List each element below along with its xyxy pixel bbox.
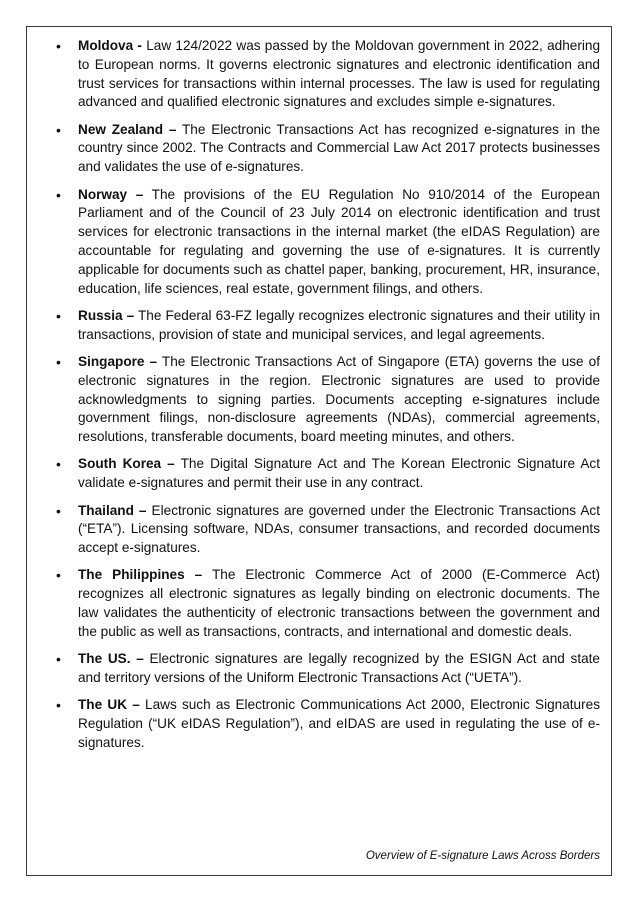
- country-name: Norway –: [78, 186, 144, 202]
- document-body: [52, 37, 600, 761]
- list-item-new-zealand: [52, 121, 600, 177]
- law-description: Electronic signatures are governed under the Electronic Transactions Act (“ETA”). Licensing software, NDAs, consumer transactions, and recorded documents accept e-signatures.: [78, 502, 600, 556]
- bullet-icon: •: [56, 186, 61, 203]
- law-description: Laws such as Electronic Communications Act 2000, Electronic Signatures Regulation (“UK eIDAS Regulation”), and eIDAS are used in regulating the use of e-signatures.: [78, 697, 600, 750]
- law-description: The Electronic Commerce Act of 2000 (E-Commerce Act) recognizes all electronic signatures as legally binding on electronic documents. The law validates the authenticity of electronic transactions between the government and the public as well as transactions, contracts, and international and domestic deals.: [78, 567, 600, 639]
- list-item-thailand: [52, 502, 600, 558]
- country-name: Singapore –: [78, 353, 158, 369]
- country-name: The Philippines –: [78, 567, 203, 583]
- bullet-icon: •: [56, 651, 61, 668]
- list-item-us: [52, 650, 600, 688]
- list-item-philippines: [52, 566, 600, 641]
- country-name: The US. –: [78, 651, 144, 667]
- bullet-icon: •: [56, 567, 61, 584]
- law-description: Law 124/2022 was passed by the Moldovan government in 2022, adhering to European norms. It governs electronic signatures and electronic identification and trust services for transactions within internal processes. The law is used for regulating advanced and qualified electronic signatures and excludes simple e-signatures.: [78, 38, 600, 110]
- law-list: [52, 37, 600, 753]
- law-description: The Federal 63-FZ legally recognizes electronic signatures and their utility in transactions, provision of state and municipal services, and legal agreements.: [78, 307, 600, 342]
- country-name: The UK –: [78, 697, 140, 713]
- list-item-uk: [52, 696, 600, 752]
- country-name: South Korea –: [78, 456, 175, 472]
- country-name: Moldova -: [78, 38, 142, 53]
- list-item-norway: [52, 186, 600, 299]
- bullet-icon: •: [56, 353, 61, 370]
- law-description: The Electronic Transactions Act has recognized e-signatures in the country since 2002. The Contracts and Commercial Law Act 2017 protects businesses and validates the use of e-signatures.: [78, 121, 601, 175]
- law-description: The provisions of the EU Regulation No 910/2014 of the European Parliament and of the Council of 23 July 2014 on electronic identification and trust services for electronic transactions in the internal market (the eIDAS Regulation) are accountable for regulating and governing the use of e-signatures. It is currently applicable for documents such as chattel paper, banking, procurement, HR, insurance, education, life sciences, real estate, government filings, and others.: [78, 186, 600, 296]
- bullet-icon: •: [56, 307, 61, 324]
- bullet-icon: •: [56, 697, 61, 714]
- bullet-icon: •: [56, 502, 61, 519]
- list-item-south-korea: [52, 455, 600, 493]
- law-description: Electronic signatures are legally recognized by the ESIGN Act and state and territory versions of the Uniform Electronic Transactions Act (“UETA”).: [78, 651, 600, 685]
- list-item-singapore: [52, 353, 600, 447]
- law-description: The Digital Signature Act and The Korean Electronic Signature Act validate e-signatures and permit their use in any contract.: [78, 456, 600, 491]
- list-item-moldova: [52, 37, 600, 112]
- country-name: Thailand –: [78, 502, 147, 518]
- bullet-icon: •: [56, 121, 61, 138]
- bullet-icon: •: [56, 38, 61, 54]
- country-name: Russia –: [78, 307, 135, 323]
- country-name: New Zealand –: [78, 121, 177, 137]
- list-item-russia: [52, 307, 600, 345]
- page-footer: Overview of E-signature Laws Across Borders: [365, 850, 600, 862]
- bullet-icon: •: [56, 456, 61, 473]
- law-description: The Electronic Transactions Act of Singapore (ETA) governs the use of electronic signatures in the region. Electronic signatures are used to provide acknowledgments to signing parties. Documents accepting e-signatures include government filings, non-disclosure agreements (NDAs), commercial agreements, resolutions, transferable documents, board meeting minutes, and others.: [78, 353, 600, 445]
